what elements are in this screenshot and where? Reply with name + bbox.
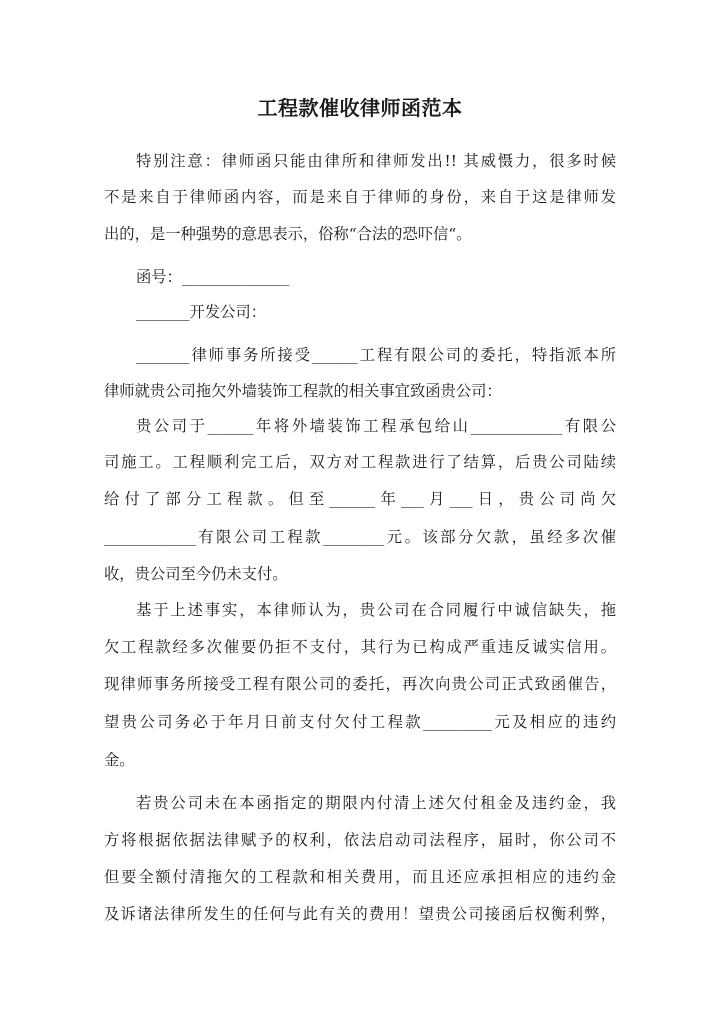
warning-line-1: 若贵公司未在本函指定的期限内付清上述欠付租金及违约金，我 (136, 794, 616, 812)
letter-number: 函号：______________ (136, 268, 289, 286)
opinion-line-3: 现律师事务所接受工程有限公司的委托，再次向贵公司正式致函催告， (104, 675, 616, 693)
facts-line-3: 给付了部分工程款。但至______年___月___日，贵公司尚欠 (104, 490, 616, 508)
warning-line-3: 但要全额付清拖欠的工程款和相关费用，而且还应承担相应的违约金 (104, 868, 616, 886)
facts-line-5: 收，贵公司至今仍未支付。 (104, 565, 288, 583)
opinion-line-4: 望贵公司务必于年月日前支付欠付工程款_________元及相应的违约 (104, 713, 616, 731)
opinion-line-2: 欠工程款经多次催要仍拒不支付，其行为已构成严重违反诚实信用。 (104, 638, 616, 656)
notice-line-1: 特别注意：律师函只能由律所和律师发出!! 其威慑力，很多时候 (136, 152, 616, 170)
warning-line-2: 方将根据依据法律赋予的权利，依法启动司法程序，届时，你公司不 (104, 831, 616, 849)
addressee: _______开发公司： (136, 303, 267, 321)
notice-line-2: 不是来自于律师函内容，而是来自于律师的身份，来自于这是律师发 (104, 188, 616, 206)
document-title: 工程款催收律师函范本 (257, 96, 463, 120)
intro-line-2: 律师就贵公司拖欠外墙装饰工程款的相关事宜致函贵公司： (104, 382, 502, 400)
intro-line-1: _______律师事务所接受______工程有限公司的委托，特指派本所 (136, 346, 616, 364)
warning-line-4: 及诉诸法律所发生的任何与此有关的费用！望贵公司接函后权衡利弊， (104, 905, 616, 923)
facts-line-2: 司施工。工程顺利完工后，双方对工程款进行了结算，后贵公司陆续 (104, 453, 616, 471)
facts-line-1: 贵公司于______年将外墙装饰工程承包给山____________有限公 (136, 417, 616, 435)
opinion-line-5: 金。 (104, 751, 135, 769)
opinion-line-1: 基于上述事实，本律师认为，贵公司在合同履行中诚信缺失，拖 (136, 601, 616, 619)
facts-line-4: ____________有限公司工程款________元。该部分欠款，虽经多次催 (104, 528, 616, 546)
notice-line-3: 出的，是一种强势的意思表示，俗称“合法的恐吓信“。 (104, 225, 472, 243)
